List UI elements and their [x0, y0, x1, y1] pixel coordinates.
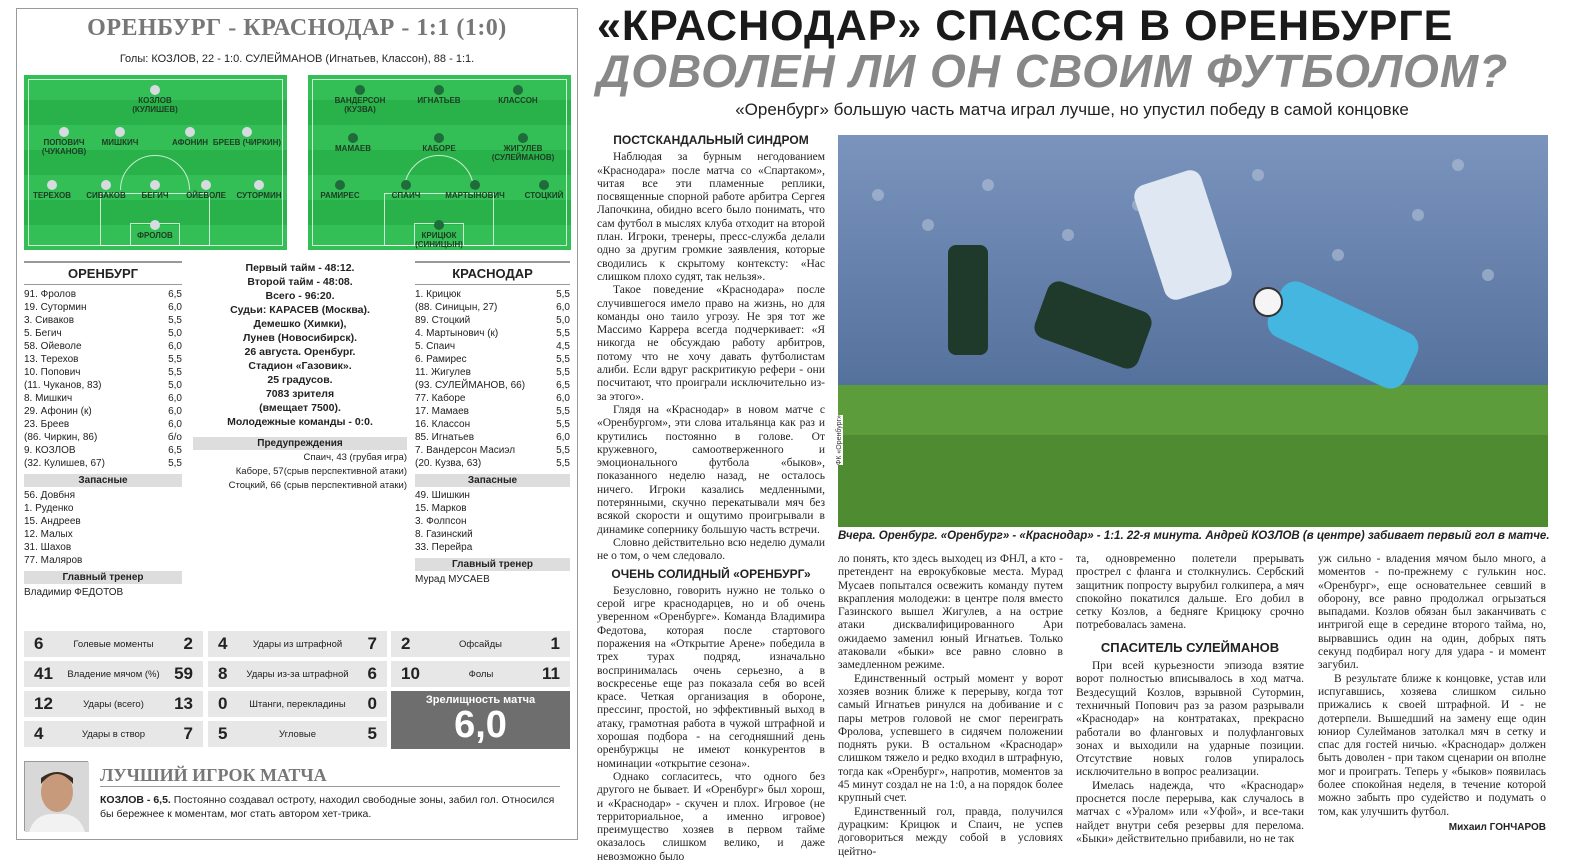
- list-item: 25 градусов.: [267, 374, 333, 386]
- player-name: (86. Чиркин, 86): [24, 432, 98, 443]
- player-rating: 6,0: [168, 406, 182, 417]
- player-dot-icon: [185, 127, 195, 137]
- best-player-photo: [24, 761, 88, 831]
- paragraph: Имелась надежда, что «Краснодар» проснется после перерыва, как случалось в матчах с «Уралом» или «Уфой», и все-таки найдет внутри себя резервы для перелома. «Быки» действительно прибавили, но не так: [1076, 779, 1304, 845]
- player-dot-icon: [115, 127, 125, 137]
- stat-cell: [24, 691, 203, 717]
- stat-cell: [24, 721, 203, 747]
- player-rating: 5,5: [556, 445, 570, 456]
- section-heading: ОЧЕНЬ СОЛИДНЫЙ «ОРЕНБУРГ»: [611, 566, 811, 581]
- player-row: [24, 340, 182, 353]
- article-column-4: [1318, 553, 1546, 834]
- formation-player: [435, 180, 515, 200]
- player-name: (20. Кузва, 63): [415, 458, 482, 469]
- paragraph: ло понять, кто здесь выходец из ФНЛ, а кто - претендент на еврокубковые места. Мурад Мусаев попытался освежить команду путем вкрапления молодежи: в центре поля вместо Газинского вышел Жигулев, а на острие атаки дисквалифицированного Ари ожидаемо заменил юный Игнатьев. Только атаковали «быки» все равно словно в замедленном режиме.: [838, 553, 1063, 672]
- player-row: [24, 327, 182, 340]
- player-row: [24, 314, 182, 327]
- player-name: 58. Ойеволе: [24, 341, 82, 352]
- best-player-name: КОЗЛОВ - 6,5.: [100, 794, 171, 806]
- list-item: Стадион «Газовик».: [248, 360, 352, 372]
- article-column-2: [838, 553, 1063, 859]
- player-name: 16. Классон: [415, 419, 471, 430]
- article-lede: «Оренбург» большую часть матча играл лучше, но упустил победу в самой концовке: [735, 100, 1409, 119]
- player-row: [24, 418, 182, 431]
- home-subs-label: Запасные: [24, 474, 182, 487]
- stat-label: Удары из-за штрафной: [246, 668, 349, 680]
- player-name: 85. Игнатьев: [415, 432, 475, 443]
- formation-player: [219, 180, 299, 200]
- warnings-label: Предупреждения: [193, 437, 407, 450]
- article-subheadline: ДОВОЛЕН ЛИ ОН СВОИМ ФУТБОЛОМ?: [597, 45, 1509, 97]
- player-dot-icon: [150, 220, 160, 230]
- player-row: [24, 366, 182, 379]
- player-row: [24, 444, 182, 457]
- away-player-list: [415, 288, 570, 470]
- list-item: 49. Шишкин: [415, 490, 470, 501]
- list-item: 1. Руденко: [24, 503, 74, 514]
- player-name: 89. Стоцкий: [415, 315, 471, 326]
- player-rating: 6,0: [168, 341, 182, 352]
- stat-home-value: 41: [34, 664, 53, 683]
- formation-player: [504, 180, 584, 200]
- player-rating: 6,5: [168, 289, 182, 300]
- formation-player-name: СИВАКОВ: [86, 191, 126, 200]
- stat-away-value: 11: [542, 664, 560, 683]
- formation-player: [115, 85, 195, 114]
- stat-home-value: 6: [34, 634, 44, 653]
- best-player-title: ЛУЧШИЙ ИГРОК МАТЧА: [100, 765, 327, 785]
- player-dot-icon: [150, 180, 160, 190]
- player-row: [415, 288, 570, 301]
- paragraph: Словно действительно всю неделю думали не о том, о чем следовало.: [597, 536, 825, 563]
- paragraph: При всей курьезности эпизода взятие ворот полностью вписывалось в ход матча. Вездесущий Козлов, взрывной Сутормин, техничный Попович раз за разом разрывали «Краснодар» на контратаках, прекрасно работали во фланговых и полуфланговых зонах и выходили на ударные позиции. Отсутствие новых голов упиралось исключительно в вопрос реализации.: [1076, 660, 1304, 779]
- player-dot-icon: [539, 180, 549, 190]
- player-name: 1. Крицюк: [415, 289, 461, 300]
- match-photo: [838, 135, 1548, 527]
- player-rating: 5,5: [556, 354, 570, 365]
- formation-player-name: ФРОЛОВ: [137, 231, 173, 240]
- away-lineup-pitch: [308, 75, 571, 250]
- away-coach-label: Главный тренер: [415, 558, 570, 571]
- formation-player-name: КАБОРЕ: [422, 144, 456, 153]
- player-name: (88. Синицын, 27): [415, 302, 498, 313]
- stat-cell: [391, 661, 570, 687]
- player-row: [415, 379, 570, 392]
- player-row: [415, 444, 570, 457]
- stat-label: Владение мячом (%): [67, 668, 160, 680]
- player-dot-icon: [242, 127, 252, 137]
- player-rating: 5,5: [168, 458, 182, 469]
- photo-credit: ФК «Оренбург»: [836, 415, 843, 465]
- player-row: [24, 301, 182, 314]
- player-rating: 6,0: [168, 419, 182, 430]
- list-item: Лунев (Новосибирск).: [242, 332, 357, 344]
- formation-player-name: КЛАССОН: [498, 96, 538, 105]
- player-rating: 5,5: [556, 328, 570, 339]
- player-name: 5. Бегич: [24, 328, 62, 339]
- player-row: [24, 431, 182, 444]
- stat-cell: [208, 631, 387, 657]
- formation-player-name: ЖИГУЛЕВ (СУЛЕЙМАНОВ): [491, 144, 555, 162]
- stat-cell: [24, 631, 203, 657]
- list-item: Всего - 96:20.: [265, 290, 335, 302]
- list-item: 12. Малых: [24, 529, 73, 540]
- player-dot-icon: [59, 127, 69, 137]
- stat-label: Угловые: [279, 728, 316, 740]
- player-name: 17. Мамаев: [415, 406, 469, 417]
- stat-cell: [24, 661, 203, 687]
- formation-player: [478, 85, 558, 105]
- stat-cell: [391, 631, 570, 657]
- formation-player-name: МИШКИЧ: [101, 138, 139, 147]
- list-item: Первый тайм - 48:12.: [245, 262, 355, 274]
- player-dot-icon: [518, 133, 528, 143]
- player-name: 23. Бреев: [24, 419, 70, 430]
- player-name: 77. Каборе: [415, 393, 466, 404]
- player-name: (93. СУЛЕЙМАНОВ, 66): [415, 380, 526, 391]
- player-dot-icon: [201, 180, 211, 190]
- formation-player-name: КОЗЛОВ (КУЛИШЕВ): [132, 96, 178, 114]
- home-team-panel: [24, 261, 182, 599]
- paragraph: уж сильно - владения мячом было много, а моментов - по-прежнему с гулькин нос. «Оренбург», еще основательнее севший в оборону, все равно продолжал огрызаться выпадами. Козлов обязан был заканчивать с интригой еще в середине второго тайма, но, вырвавшись один на один, добрых пять секунд подбирал ногу для удара - и момент загубил.: [1318, 553, 1546, 672]
- player-rating: 4,5: [556, 341, 570, 352]
- player-rating: 6,0: [556, 432, 570, 443]
- list-item: 8. Газинский: [415, 529, 473, 540]
- player-name: 29. Афонин (к): [24, 406, 92, 417]
- player-row: [415, 314, 570, 327]
- list-item: Молодежные команды - 0:0.: [227, 416, 373, 428]
- away-team-panel: [415, 261, 570, 586]
- stat-away-value: 2: [183, 634, 193, 653]
- player-dot-icon: [434, 85, 444, 95]
- player-rating: 6,0: [168, 393, 182, 404]
- formation-player-name: БРЕЕВ (ЧИРКИН): [212, 138, 282, 147]
- formation-player-name: АФОНИН: [172, 138, 208, 147]
- formation-player-name: БЕГИЧ: [141, 191, 169, 200]
- player-row: [24, 288, 182, 301]
- list-item: Второй тайм - 48:08.: [247, 276, 353, 288]
- home-player-list: [24, 288, 182, 470]
- paragraph: Единственный гол, правда, получился дурацким: Крицюк и Спаич, не успев договориться между собой в условиях цейтно-: [838, 805, 1063, 858]
- paragraph: Такое поведение «Краснодара» после случившегося имело право на жизнь, но для команды оно таило угрозу. Не зря тот же Массимо Каррера всегда подчеркивает: «Я никогда не обсуждаю работу арбитров, потому что не хочу давать футболистам алиби. Если вдруг раскритикую рефери - они посчитают, что проиграли исключительно из-за этого».: [597, 284, 825, 403]
- paragraph: Безусловно, говорить нужно не только о серой игре краснодарцев, но и об очень уверенном «Оренбурге». Команда Владимира Федотова, которая после стартового поражения на «Открытие Арене» победила в трех турах подряд, изначально воспринималась очень серьезно, а в воскресенье еще раз показала себя во всей красе. Четкая организация в обороне, прессинг, простой, но эффективный выход в атаку, грамотная работа в чужой штрафной и хорошая подбора - на сегодняшний день оренбуржцы не имеют конкурентов в номинации «открытие сезона».: [597, 584, 825, 770]
- article-author: Михаил ГОНЧАРОВ: [1448, 821, 1546, 833]
- player-dot-icon: [47, 180, 57, 190]
- stat-label: Голевые моменты: [73, 638, 154, 650]
- stat-cell: [208, 691, 387, 717]
- player-row: [415, 405, 570, 418]
- player-row: [415, 418, 570, 431]
- match-details: [193, 261, 407, 429]
- list-item: 15. Марков: [415, 503, 467, 514]
- formation-player: [399, 220, 479, 249]
- list-item: Стоцкий, 66 (срыв перспективной атаки): [228, 480, 407, 491]
- player-dot-icon: [470, 180, 480, 190]
- formation-player: [80, 127, 160, 147]
- player-row: [24, 405, 182, 418]
- player-rating: 5,5: [556, 458, 570, 469]
- formation-player-name: ВАНДЕРСОН (КУЗВА): [334, 96, 386, 114]
- match-title: ОРЕНБУРГ - КРАСНОДАР - 1:1 (1:0): [87, 15, 507, 41]
- player-rating: 6,0: [556, 302, 570, 313]
- player-rating: 5,5: [168, 367, 182, 378]
- list-item: 15. Андреев: [24, 516, 81, 527]
- player-row: [415, 431, 570, 444]
- home-coach-label: Главный тренер: [24, 571, 182, 584]
- player-name: 91. Фролов: [24, 289, 77, 300]
- spectacle-label: Зрелищность матча: [425, 694, 536, 706]
- list-item: 31. Шахов: [24, 542, 72, 553]
- formation-player: [207, 127, 287, 147]
- stat-away-value: 13: [174, 694, 193, 713]
- paragraph: В результате ближе к концовке, устав или испугавшись, хозяева слишком сильно прижались к своей штрафной. И - не дотерпели. Вышедший на замену еще один юниор Сулейманов затолкал мяч в сетку и спас для гостей ничью. «Краснодар» должен быть доволен - при таком сценарии он вполне мог и проиграть. Теперь у «быков» появилась более спокойная неделя, в течение которой можно забыть про судейство и подумать о том, как улучшить футбол.: [1318, 672, 1546, 818]
- stat-home-value: 0: [218, 694, 228, 713]
- paragraph: Глядя на «Краснодар» в новом матче с «Оренбургом», эти слова итальянца как раз и крутились постоянно в голове. От кружевного, самоотверженного и эмоционального футбола «быков», показанного неделю назад, не осталось ничего. Игроки казались медленными, потерянными, скучно перекатывали мяч без всякой скорости и ощутимо проигрывали в динамике сопернику большую часть встречи.: [597, 403, 825, 536]
- stat-away-value: 59: [174, 664, 193, 683]
- stat-label: Офсайды: [459, 638, 502, 650]
- player-row: [415, 457, 570, 470]
- stat-label: Удары (всего): [83, 698, 144, 710]
- formation-player: [320, 85, 400, 114]
- player-row: [415, 392, 570, 405]
- player-dot-icon: [254, 180, 264, 190]
- player-row: [415, 327, 570, 340]
- stat-away-value: 1: [550, 634, 560, 653]
- player-row: [415, 353, 570, 366]
- player-dot-icon: [513, 85, 523, 95]
- player-dot-icon: [101, 180, 111, 190]
- player-rating: 5,5: [168, 354, 182, 365]
- home-subs-list: [24, 489, 182, 567]
- player-row: [415, 340, 570, 353]
- player-row: [24, 392, 182, 405]
- stat-label: Штанги, перекладины: [249, 698, 346, 710]
- player-dot-icon: [348, 133, 358, 143]
- player-rating: 6,5: [556, 380, 570, 391]
- paragraph: Единственный острый момент у ворот хозяев возник ближе к перерыву, когда тот самый Игнатьев ринулся на добивание и с пары метров головой не смог переиграть Фролова, успевшего в сидячем положении поднять руки. В остальном «Краснодар» слишком тяжело и редко входил в штрафную, тогда как «Оренбург», напротив, моментов за 45 минут создал не на 1:0, а на порядок более крупный счет.: [838, 672, 1063, 805]
- article-column-3: [1076, 553, 1304, 846]
- player-rating: 5,0: [168, 380, 182, 391]
- player-rating: 5,0: [556, 315, 570, 326]
- formation-player-name: ПОПОВИЧ (ЧУКАНОВ): [41, 138, 87, 156]
- player-name: 7. Вандерсон Масиэл: [415, 445, 516, 456]
- player-row: [24, 379, 182, 392]
- goals-line: Голы: КОЗЛОВ, 22 - 1:0. СУЛЕЙМАНОВ (Игнатьев, Классон), 88 - 1:1.: [119, 53, 475, 65]
- list-item: Демешко (Химки),: [253, 318, 347, 330]
- player-rating: 5,5: [556, 289, 570, 300]
- divider: [100, 786, 560, 787]
- formation-player-name: СТОЦКИЙ: [524, 191, 564, 200]
- player-dot-icon: [355, 85, 365, 95]
- stat-cell: [208, 721, 387, 747]
- list-item: 56. Довбня: [24, 490, 75, 501]
- formation-player: [399, 85, 479, 105]
- player-name: (11. Чуканов, 83): [24, 380, 102, 391]
- formation-player-name: ТЕРЕХОВ: [32, 191, 72, 200]
- player-row: [24, 457, 182, 470]
- home-team-name: ОРЕНБУРГ: [24, 261, 182, 285]
- article-column-1: [597, 130, 825, 864]
- player-dot-icon: [434, 220, 444, 230]
- best-player-desc: [100, 793, 570, 821]
- formation-player-name: МАМАЕВ: [335, 144, 371, 153]
- formation-player: [366, 180, 446, 200]
- player-rating: 5,5: [556, 419, 570, 430]
- stat-label: Фолы: [468, 668, 494, 680]
- player-rating: 5,5: [556, 406, 570, 417]
- formation-player-name: ОЙЕВОЛЕ: [186, 191, 226, 200]
- photo-caption: Вчера. Оренбург. «Оренбург» - «Краснодар» - 1:1. 22-я минута. Андрей КОЗЛОВ (в центре) забивает первый гол в матче.: [838, 530, 1550, 542]
- formation-player-name: КРИЦЮК (СИНИЦЫН): [415, 231, 463, 249]
- best-player-text: Постоянно создавал остроту, находил свободные зоны, забил гол. Относился бы бережнее к моментам, мог стать автором хет-трика.: [100, 794, 555, 820]
- formation-player: [115, 220, 195, 240]
- formation-player: [313, 133, 393, 153]
- paragraph: та, одновременно полетели прерывать прострел с фланга и столкнулись. Сербский защитник попросту вырубил голкипера, а мяч спокойно покатился дальше. Его добил в сетку Козлов, а бедняге Крицюку срочно потребовалась замена.: [1076, 553, 1304, 632]
- stat-home-value: 8: [218, 664, 228, 683]
- section-heading: СПАСИТЕЛЬ СУЛЕЙМАНОВ: [1100, 639, 1280, 655]
- player-row: [24, 353, 182, 366]
- stat-home-value: 5: [218, 724, 228, 743]
- player-name: 3. Сиваков: [24, 315, 75, 326]
- player-rating: 6,0: [168, 302, 182, 313]
- player-name: 13. Терехов: [24, 354, 79, 365]
- list-item: 77. Маляров: [24, 555, 83, 566]
- match-infobox: [16, 8, 578, 840]
- spectacle-box: [391, 691, 570, 749]
- list-item: 26 августа. Оренбург.: [244, 346, 356, 358]
- paragraph: Наблюдая за бурным негодованием «Краснодара» после матча со «Спартаком», читая все эти пламенные реплики, посвященные спорной работе арбитра Сергея Лапочкина, обидно всего было понимать, что сам футбол в мыслях клуба отходит на второй план. Игроки, тренеры, пресс-служба делали одно за другим громкие заявления, которые сводились к скрытому контексту: «Нас слишком плохо судят, так нельзя».: [597, 151, 825, 283]
- stat-label: Удары в створ: [81, 728, 146, 740]
- home-coach: Владимир ФЕДОТОВ: [24, 587, 124, 598]
- player-dot-icon: [150, 85, 160, 95]
- formation-player-name: СПАИЧ: [391, 191, 421, 200]
- player-name: 19. Сутормин: [24, 302, 87, 313]
- stat-away-value: 7: [367, 634, 377, 653]
- player-name: 6. Рамирес: [415, 354, 467, 365]
- stat-home-value: 2: [401, 634, 411, 653]
- spectacle-value: 6,0: [454, 704, 507, 746]
- player-name: 10. Попович: [24, 367, 81, 378]
- player-name: 5. Спаич: [415, 341, 456, 352]
- paragraph: Однако согласитесь, что одного без другого не бывает. И «Оренбург» был хорош, и «Краснодар» - скучен и плох. Игровое (не территориальное, а именно игровое) преимущество хозяев в первом тайме оказалось слишком велико, и даже невозможно было: [597, 770, 825, 863]
- formation-player-name: СУТОРМИН: [236, 191, 282, 200]
- player-dot-icon: [335, 180, 345, 190]
- stat-cell: [208, 661, 387, 687]
- formation-player-name: МАРТЫНОВИЧ: [445, 191, 505, 200]
- stat-away-value: 7: [183, 724, 193, 743]
- list-item: 7083 зрителя: [265, 388, 335, 400]
- player-name: (32. Кулишев, 67): [24, 458, 105, 469]
- warnings-list: [193, 452, 407, 492]
- list-item: Каборе, 57(срыв перспективной атаки): [235, 466, 407, 477]
- away-team-name: КРАСНОДАР: [415, 261, 570, 285]
- stat-home-value: 10: [401, 664, 420, 683]
- away-subs-label: Запасные: [415, 474, 570, 487]
- best-player-box: [24, 761, 570, 833]
- player-rating: 5,5: [556, 367, 570, 378]
- player-dot-icon: [434, 133, 444, 143]
- list-item: Судьи: КАРАСЕВ (Москва).: [230, 304, 370, 316]
- list-item: Спаич, 43 (грубая игра): [303, 452, 407, 463]
- list-item: 33. Перейра: [415, 542, 473, 553]
- player-rating: 5,0: [168, 328, 182, 339]
- stat-label: Удары из штрафной: [252, 638, 343, 650]
- home-lineup-pitch: [24, 75, 287, 250]
- player-row: [415, 301, 570, 314]
- list-item: (вмещает 7500).: [259, 402, 341, 414]
- stat-away-value: 5: [367, 724, 377, 743]
- player-rating: 6,0: [556, 393, 570, 404]
- section-heading: ПОСТСКАНДАЛЬНЫЙ СИНДРОМ: [613, 133, 809, 147]
- match-center-info: [193, 261, 407, 494]
- article-headline: «КРАСНОДАР» СПАССЯ В ОРЕНБУРГЕ: [597, 2, 1454, 50]
- stat-home-value: 4: [218, 634, 228, 653]
- player-name: 11. Жигулев: [415, 367, 471, 378]
- player-rating: 6,5: [168, 445, 182, 456]
- stat-home-value: 4: [34, 724, 44, 743]
- formation-player-name: ИГНАТЬЕВ: [417, 96, 461, 105]
- away-coach: Мурад МУСАЕВ: [415, 574, 490, 585]
- player-dot-icon: [401, 180, 411, 190]
- formation-player-name: РАМИРЕС: [320, 191, 360, 200]
- player-rating: 5,5: [168, 315, 182, 326]
- away-subs-list: [415, 489, 570, 554]
- stat-home-value: 12: [34, 694, 53, 713]
- player-name: 9. КОЗЛОВ: [24, 445, 76, 456]
- player-row: [415, 366, 570, 379]
- formation-player: [483, 133, 563, 162]
- stat-away-value: 6: [367, 664, 377, 683]
- player-name: 8. Мишкич: [24, 393, 73, 404]
- player-name: 4. Мартынович (к): [415, 328, 499, 339]
- formation-player: [399, 133, 479, 153]
- player-rating: б/о: [167, 432, 182, 443]
- stat-away-value: 0: [367, 694, 377, 713]
- list-item: 3. Фолпсон: [415, 516, 467, 527]
